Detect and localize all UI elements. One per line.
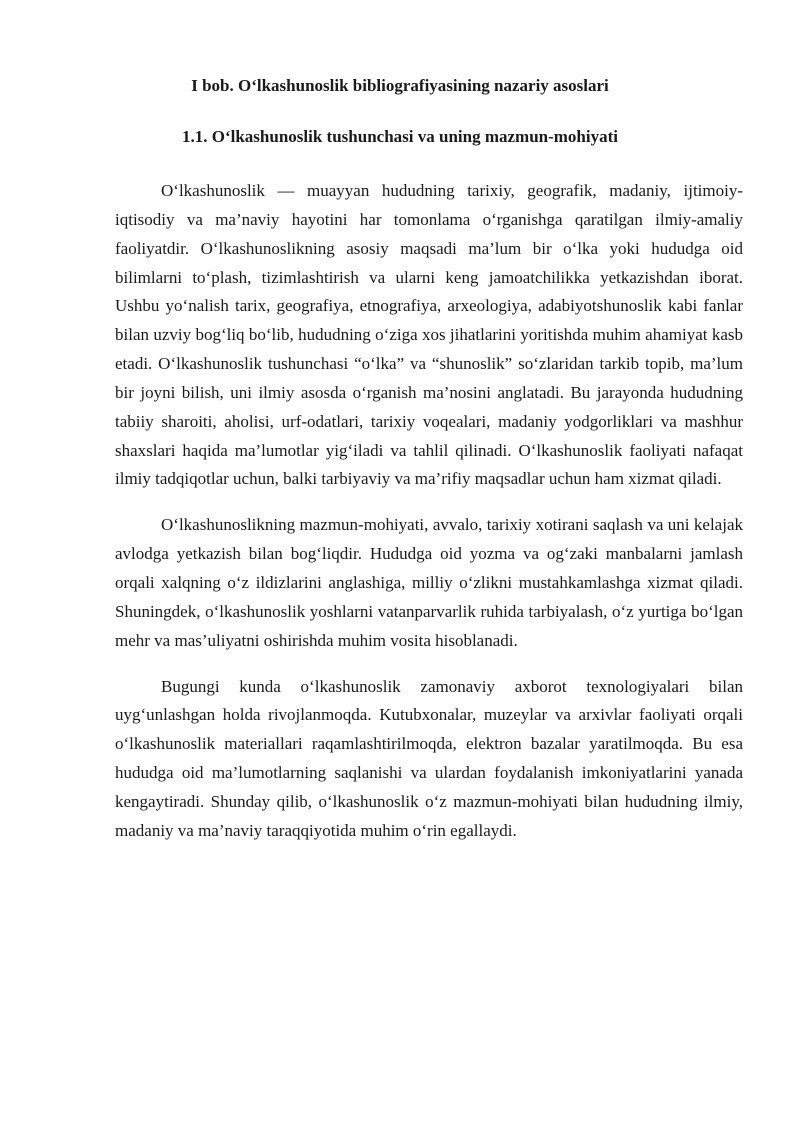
paragraph: Bugungi kunda o‘lkashunoslik zamonaviy axborot texnologiyalari bilan uyg‘unlashgan holda rivojlanmoqda. Kutubxonalar, muzeylar va arxivlar faoliyati orqali o‘lkashunoslik materiallari raqamlashtirilmoqda, elektron bazalar yaratilmoqda. Bu esa hududga oid ma’lumotlarning saqlanishi va ulardan foydalanish imkoniyatlarini yanada kengaytiradi. Shunday qilib, o‘lkashunoslik o‘z mazmun-mohiyati bilan hududning ilmiy, madaniy va ma’naviy taraqqiyotida muhim o‘rin egallaydi. bbox=[115, 676, 743, 840]
section-title: 1.1. O‘lkashunoslik tushunchasi va uning mazmun-mohiyati bbox=[182, 127, 618, 146]
paragraph: O‘lkashunoslik — muayyan hududning tarixiy, geografik, madaniy, ijtimoiy-iqtisodiy va ma’naviy hayotini har tomonlama o‘rganishga qaratilgan ilmiy-amaliy faoliyatdir. O‘lkashunoslikning asosiy maqsadi ma’lum bir o‘lka yoki hududga oid bilimlarni to‘plash, tizimlashtirish va ularni keng jamoatchilikka yetkazishdan iborat. Ushbu yo‘nalish tarix, geografiya, etnografiya, arxeologiya, adabiyotshunoslik kabi fanlar bilan uzviy bog‘liq bo‘lib, hududning o‘ziga xos jihatlarini yoritishda muhim ahamiyat kasb etadi. O‘lkashunoslik tushunchasi “o‘lka” va “shunoslik” so‘zlaridan tarkib topib, ma’lum bir joyni bilish, uni ilmiy asosda o‘rganish ma’nosini anglatadi. Bu jarayonda hududning tabiiy sharoiti, aholisi, urf-odatlari, tarixiy voqealari, madaniy yodgorliklari va mashhur shaxslari haqida ma’lumotlar yig‘iladi va tahlil qilinadi. O‘lkashunoslik faoliyati nafaqat ilmiy tadqiqotlar uchun, balki tarbiyaviy va ma’rifiy maqsadlar uchun ham xizmat qiladi. bbox=[115, 181, 743, 489]
paragraph: O‘lkashunoslikning mazmun-mohiyati, avvalo, tarixiy xotirani saqlash va uni kelajak avlodga yetkazish bilan bog‘liqdir. Hududga oid yozma va og‘zaki manbalarni jamlash orqali xalqning o‘z ildizlarini anglashiga, milliy o‘zlikni mustahkamlashga xizmat qiladi. Shuningdek, o‘lkashunoslik yoshlarni vatanparvarlik ruhida tarbiyalash, o‘z yurtiga bo‘lgan mehr va mas’uliyatni oshirishda muhim vosita hisoblanadi. bbox=[115, 515, 743, 650]
chapter-title: I bob. O‘lkashunoslik bibliografiyasining nazariy asoslari bbox=[191, 76, 609, 95]
body-text bbox=[115, 177, 743, 863]
